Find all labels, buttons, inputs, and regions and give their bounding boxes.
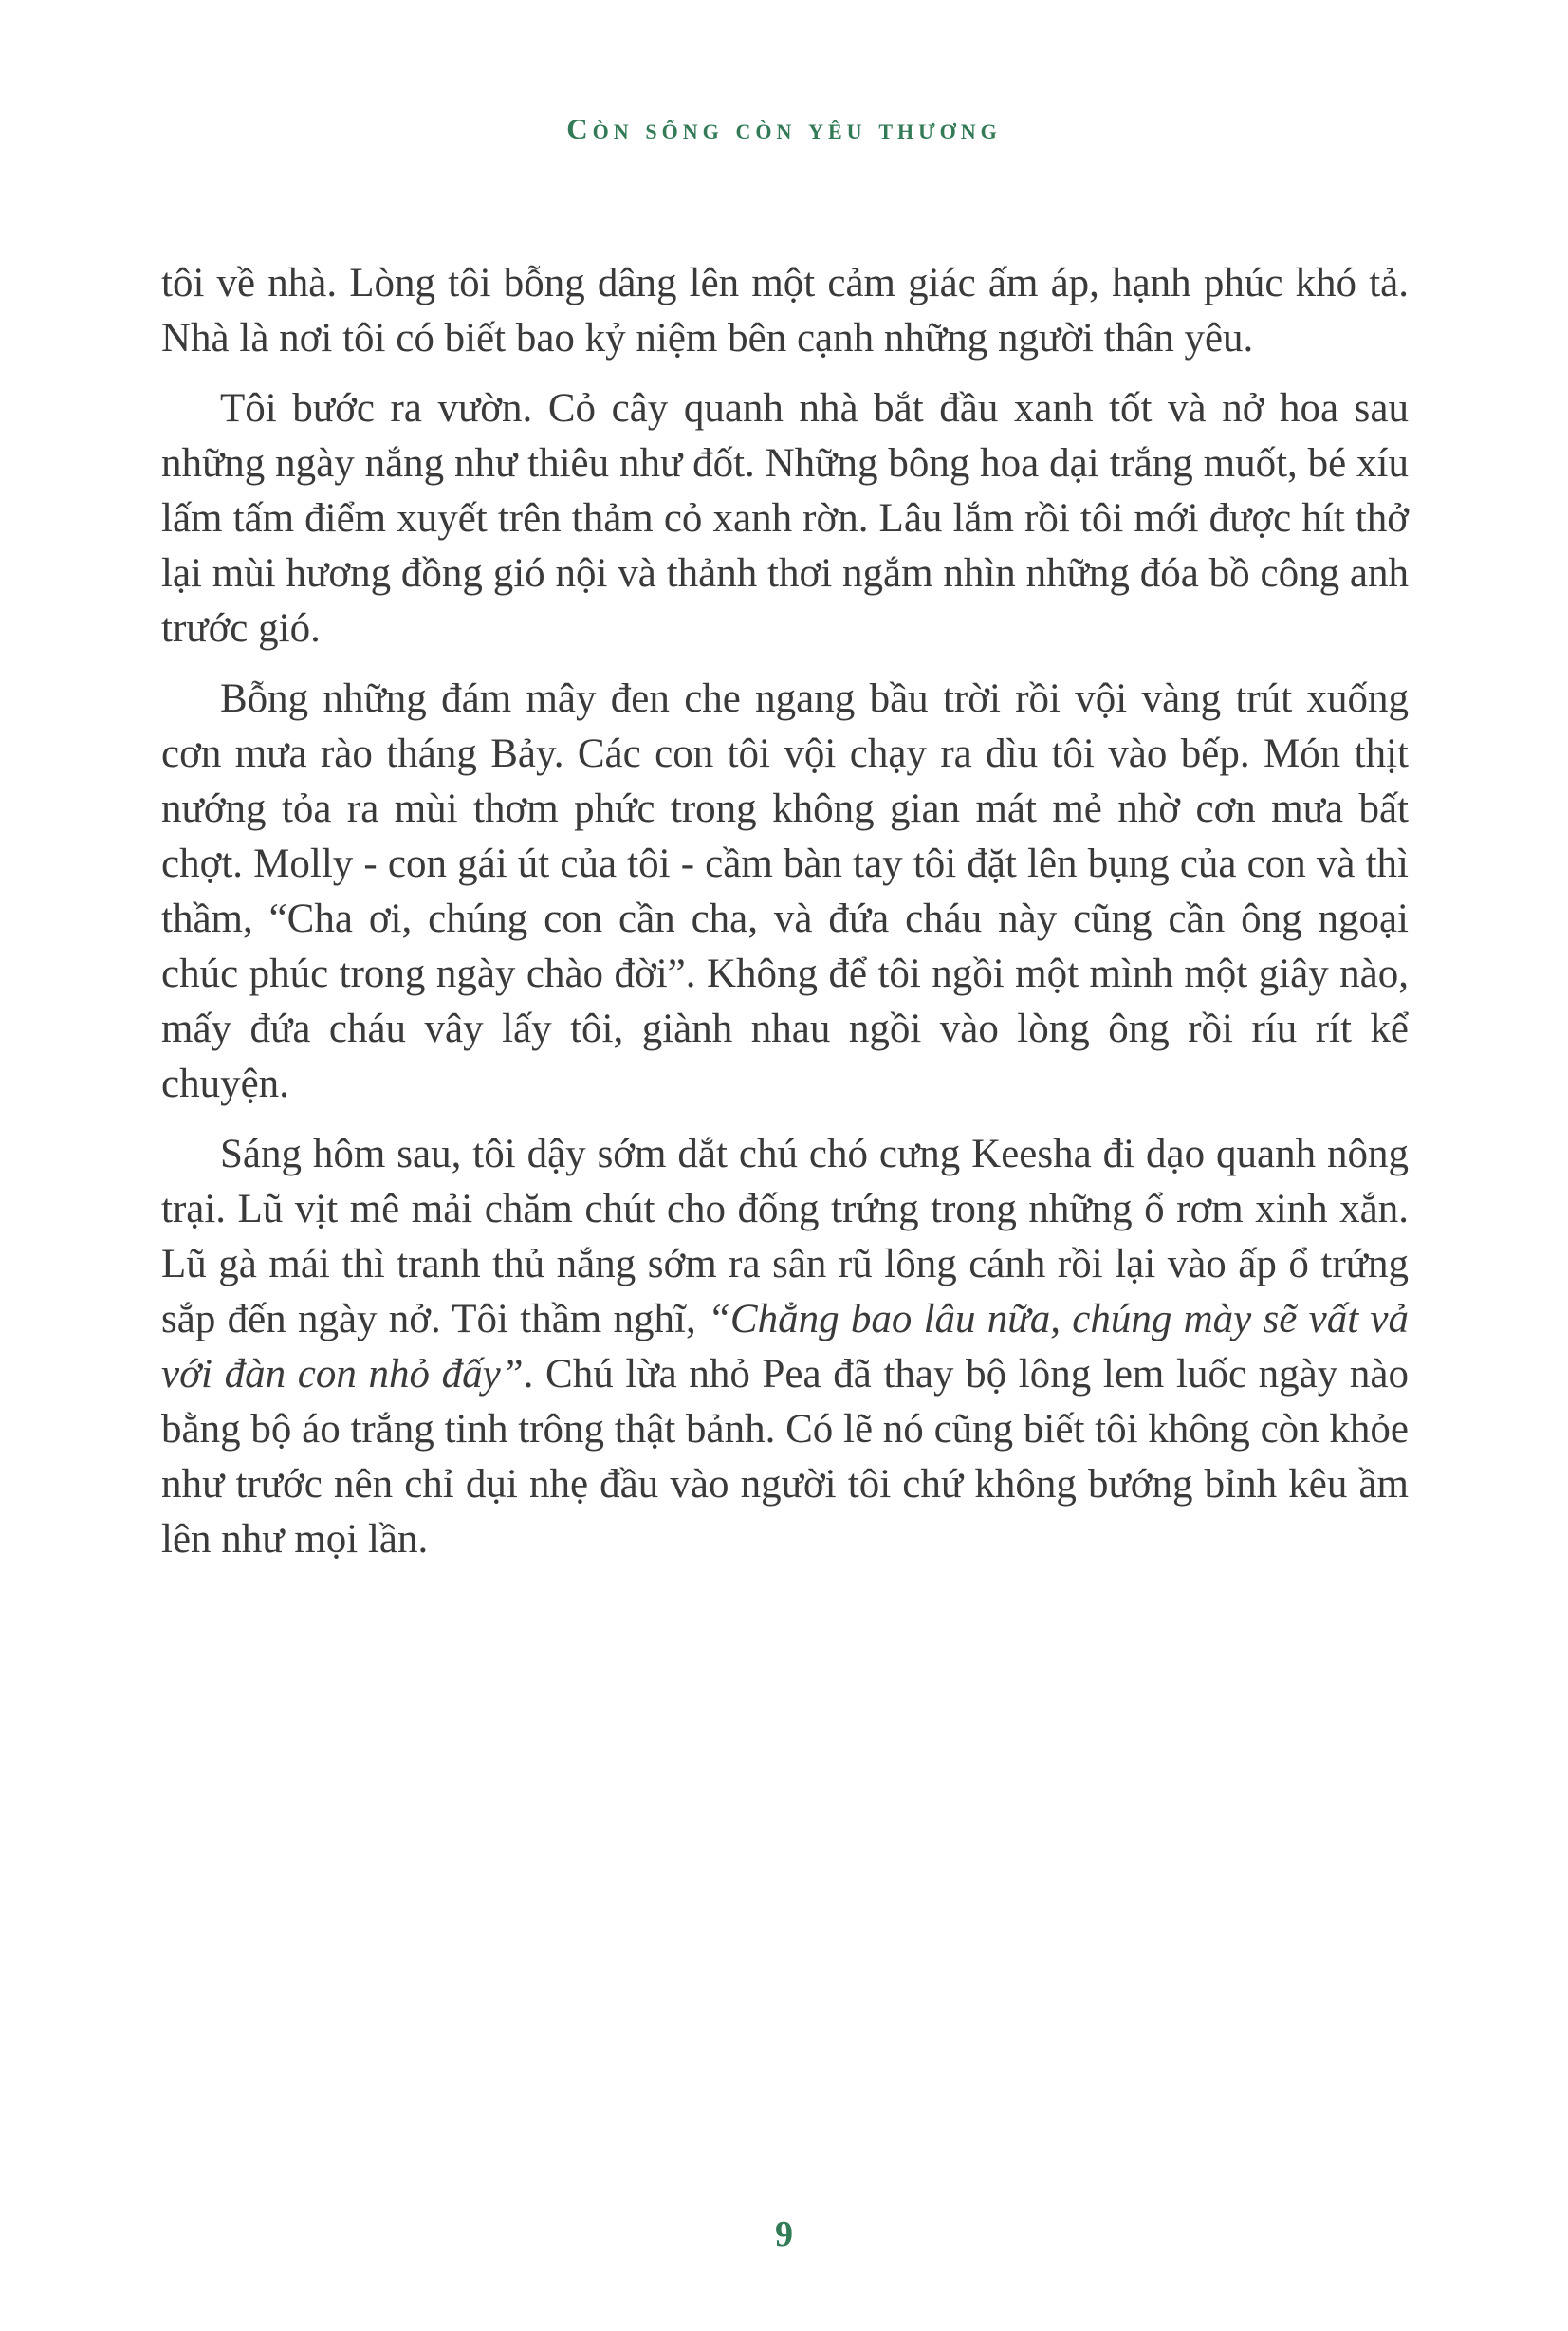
paragraph xyxy=(161,381,1409,657)
text-run: Sáng hôm sau, tôi dậy sớm dắt chú chó cưng Keesha đi dạo quanh nông trại. Lũ vịt mê mải chăm chút cho đống trứng trong những ổ rơm xinh xắn. Lũ gà mái thì tranh thủ nắng sớm ra sân rũ lông cánh rồi lại vào ấp ổ trứng sắp đến ngày nở. Tôi thầm nghĩ, xyxy=(161,1132,1409,1341)
italic-text-run: “Chẳng bao lâu nữa, chúng mày sẽ vất vả với đàn con nhỏ đấy” xyxy=(161,1297,1410,1397)
page-number: 9 xyxy=(775,2214,793,2254)
text-run: Bỗng những đám mây đen che ngang bầu trời rồi vội vàng trút xuống cơn mưa rào tháng Bảy. Các con tôi vội chạy ra dìu tôi vào bếp. Món thịt nướng tỏa ra mùi thơm phức trong không gian mát mẻ nhờ cơn mưa bất chợt. Molly - con gái út của tôi - cầm bàn tay tôi đặt lên bụng của con và thì thầm, “Cha ơi, chúng con cần cha, và đứa cháu này cũng cần ông ngoại chúc phúc trong ngày chào đời”. Không để tôi ngồi một mình một giây nào, mấy đứa cháu vây lấy tôi, giành nhau ngồi vào lòng ông rồi ríu rít kể chuyện. xyxy=(161,676,1409,1106)
paragraph xyxy=(161,672,1409,1112)
paragraph xyxy=(161,1127,1409,1567)
text-run: tôi về nhà. Lòng tôi bỗng dâng lên một cảm giác ấm áp, hạnh phúc khó tả. Nhà là nơi tôi có biết bao kỷ niệm bên cạnh những người thân yêu. xyxy=(161,261,1409,361)
paragraph xyxy=(161,256,1409,366)
running-header-title: Còn sống còn yêu thương xyxy=(566,112,1002,145)
text-run: Tôi bước ra vườn. Cỏ cây quanh nhà bắt đầu xanh tốt và nở hoa sau những ngày nắng như thiêu như đốt. Những bông hoa dại trắng muốt, bé xíu lấm tấm điểm xuyết trên thảm cỏ xanh rờn. Lâu lắm rồi tôi mới được hít thở lại mùi hương đồng gió nội và thảnh thơi ngắm nhìn những đóa bồ công anh trước gió. xyxy=(161,386,1409,651)
text-run: . Chú lừa nhỏ Pea đã thay bộ lông lem luốc ngày nào bằng bộ áo trắng tinh trông thật bảnh. Có lẽ nó cũng biết tôi không còn khỏe như trước nên chỉ dụi nhẹ đầu vào người tôi chứ không bướng bỉnh kêu ầm lên như mọi lần. xyxy=(161,1352,1409,1562)
body-text xyxy=(161,256,1409,1582)
